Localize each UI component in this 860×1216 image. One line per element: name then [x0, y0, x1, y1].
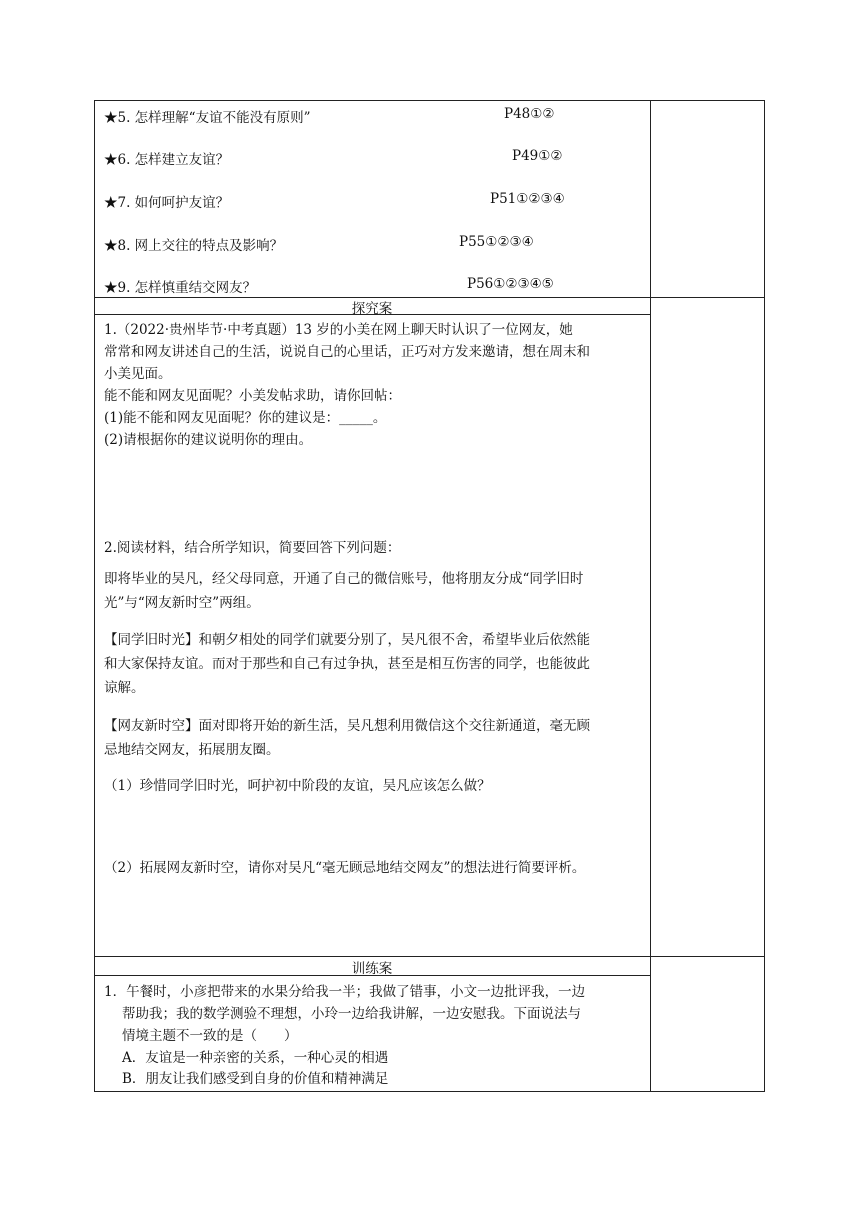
question-5: ★5. 怎样理解“友谊不能没有原则” — [104, 110, 311, 126]
explore-q2-p2-line-1: 【同学旧时光】和朝夕相处的同学们就要分别了，吴凡很不舍，希望毕业后依然能 — [104, 632, 590, 648]
question-6: ★6. 怎样建立友谊？ — [104, 152, 230, 168]
question-6-ref: P49①② — [512, 148, 563, 164]
explore-q1-line-1: 1.（2022·贵州毕节·中考真题）13 岁的小美在网上聊天时认识了一位网友，她 — [104, 322, 573, 338]
explore-q2-p3-line-1: 【网友新时空】面对即将开始的新生活，吴凡想利用微信这个交往新通道，毫无顾 — [104, 718, 590, 734]
question-9-ref: P56①②③④⑤ — [467, 276, 554, 292]
explore-q2-p2-line-2: 和大家保持友谊。而对于那些和自己有过争执，甚至是相互伤害的同学，也能彼此 — [104, 656, 590, 672]
table-middle-border — [650, 100, 651, 1092]
explore-q2-sub-1: （1）珍惜同学旧时光，呵护初中阶段的友谊，吴凡应该怎么做？ — [104, 778, 491, 794]
question-8: ★8. 网上交往的特点及影响？ — [104, 238, 284, 254]
explore-q2-sub-2: （2）拓展网友新时空，请你对吴凡“毫无顾忌地结交网友”的想法进行简要评析。 — [104, 860, 586, 876]
training-option-b: B．朋友让我们感受到自身的价值和精神满足 — [122, 1071, 389, 1087]
explore-q2-p2-line-3: 谅解。 — [104, 680, 145, 696]
question-5-ref: P48①② — [504, 106, 555, 122]
explore-q2-p3-line-2: 忌地结交网友，拓展朋友圈。 — [104, 742, 280, 758]
explore-q1-line-3: 小美见面。 — [104, 366, 172, 382]
question-9: ★9. 怎样慎重结交网友？ — [104, 280, 257, 296]
question-7-ref: P51①②③④ — [490, 191, 565, 207]
explore-q1-line-6: (2)请根据你的建议说明你的理由。 — [104, 432, 313, 448]
explore-q2-p1-line-1: 即将毕业的吴凡，经父母同意，开通了自己的微信账号，他将朋友分成“同学旧时 — [104, 571, 584, 587]
training-option-a: A．友谊是一种亲密的关系，一种心灵的相遇 — [122, 1050, 389, 1066]
table-right-border — [764, 100, 765, 1092]
question-7: ★7. 如何呵护友谊？ — [104, 195, 230, 211]
table-bottom-border — [94, 1091, 765, 1092]
explore-q1-line-5: (1)能不能和网友见面呢？你的建议是：_____。 — [104, 410, 387, 426]
training-title: 训练案 — [351, 961, 393, 977]
table-left-border — [94, 100, 95, 1092]
explore-q1-line-2: 常常和网友讲述自己的生活，说说自己的心里话，正巧对方发来邀请，想在周末和 — [104, 344, 590, 360]
explore-title: 探究案 — [351, 301, 393, 317]
training-q1-line-2: 帮助我；我的数学测验不理想，小玲一边给我讲解，一边安慰我。下面说法与 — [122, 1006, 581, 1022]
training-q1-line-1: 1．午餐时，小彦把带来的水果分给我一半；我做了错事，小文一边批评我，一边 — [104, 984, 586, 1000]
explore-q2-title: 2.阅读材料，结合所学知识，简要回答下列问题： — [104, 540, 401, 556]
question-8-ref: P55①②③④ — [459, 234, 534, 250]
explore-q2-p1-line-2: 光”与“网友新时空”两组。 — [104, 595, 260, 611]
table-top-border — [94, 100, 765, 101]
training-q1-line-3: 情境主题不一致的是（ ） — [122, 1028, 298, 1044]
explore-q1-line-4: 能不能和网友见面呢？小美发帖求助，请你回帖： — [104, 388, 401, 404]
